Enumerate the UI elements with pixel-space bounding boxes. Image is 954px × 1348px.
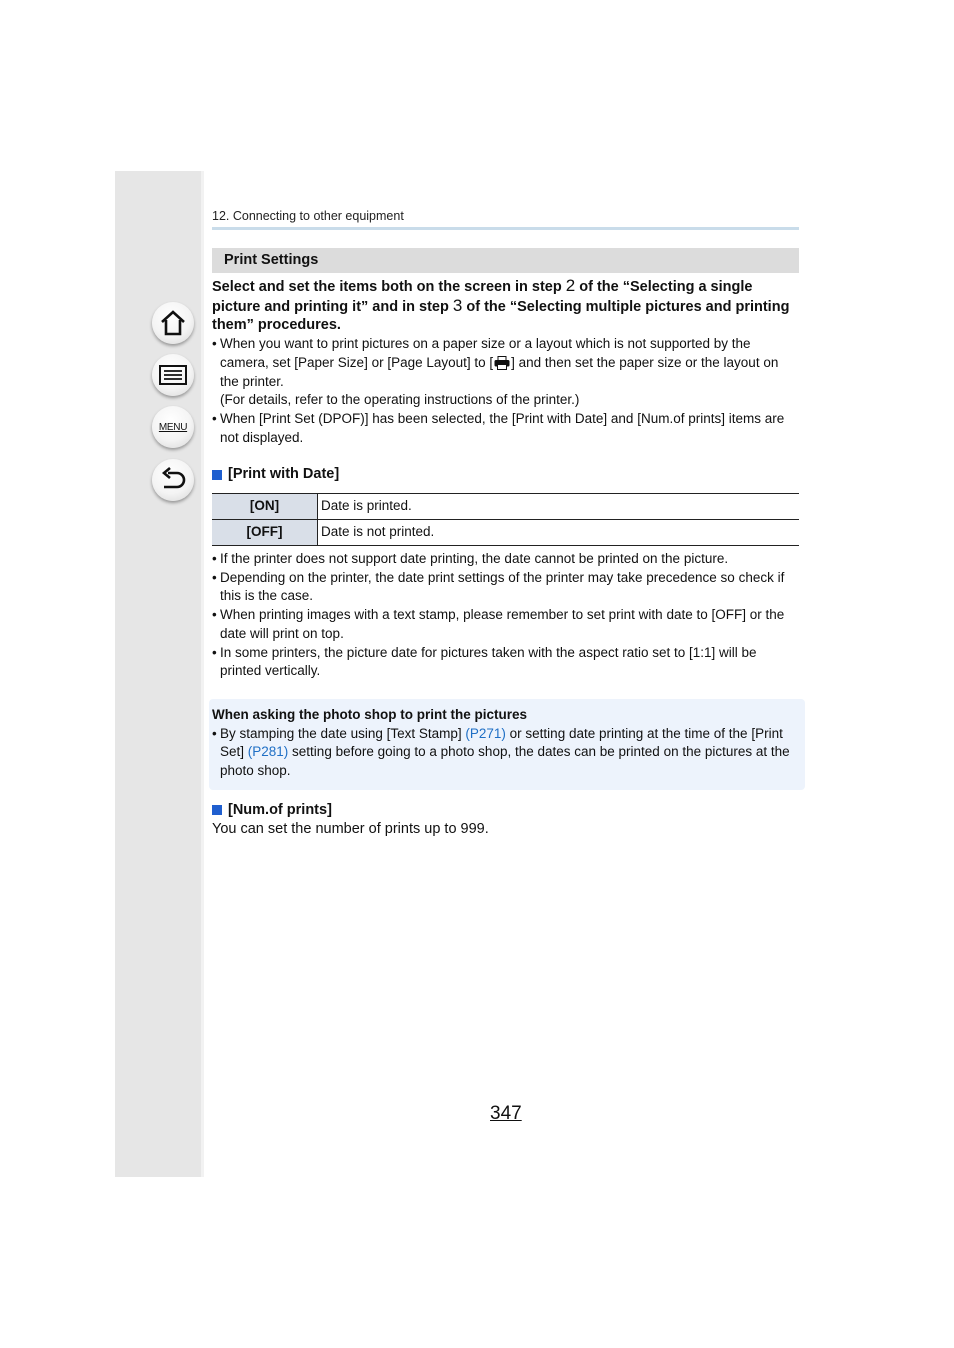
note-item: • In some printers, the picture date for pictures taken with the aspect ratio set to [1:1] will be printed vertically. bbox=[212, 644, 798, 681]
note-item bbox=[212, 335, 798, 410]
intro-instruction bbox=[212, 277, 798, 335]
step-number: 2 bbox=[565, 276, 576, 295]
date-notes bbox=[212, 550, 798, 681]
menu-icon: MENU bbox=[158, 421, 188, 433]
heading-text: [Print with Date] bbox=[228, 466, 340, 483]
home-button[interactable] bbox=[152, 302, 194, 344]
page-link-p281[interactable]: (P281) bbox=[247, 744, 289, 760]
section-title: Print Settings bbox=[212, 248, 799, 273]
option-key: [OFF] bbox=[212, 520, 318, 546]
num-of-prints-text: You can set the number of prints up to 999. bbox=[212, 821, 489, 838]
option-description: Date is printed. bbox=[318, 494, 800, 520]
table-row bbox=[212, 494, 799, 520]
intro-text: of the “Selecting a single picture and printing it” and in step bbox=[212, 279, 753, 315]
note-text: ] and then set the paper size or the layout on the printer. bbox=[220, 354, 779, 389]
intro-notes bbox=[212, 335, 798, 447]
heading-text: [Num.of prints] bbox=[228, 801, 332, 818]
home-icon bbox=[159, 309, 187, 337]
header-rule bbox=[212, 227, 799, 230]
back-button[interactable] bbox=[152, 459, 194, 501]
printer-icon bbox=[494, 356, 510, 370]
note-item bbox=[212, 725, 802, 781]
contents-list-button[interactable] bbox=[152, 354, 194, 396]
note-item: • Depending on the printer, the date print settings of the printer may take precedence so check if this is the case. bbox=[212, 569, 798, 606]
note-text: When you want to print pictures on a paper size or a layout which is not supported by the camera, set [Paper Size] or [Page Layout] to [ bbox=[220, 336, 751, 370]
info-box-list bbox=[212, 725, 802, 781]
date-option-table bbox=[212, 493, 799, 546]
note-text: By stamping the date using [Text Stamp] bbox=[220, 725, 466, 741]
chapter-title: 12. Connecting to other equipment bbox=[212, 209, 404, 223]
note-text: (For details, refer to the operating instructions of the printer.) bbox=[220, 392, 580, 408]
back-icon bbox=[159, 467, 187, 493]
table-row bbox=[212, 520, 799, 546]
page-link-p271[interactable]: (P271) bbox=[465, 725, 506, 741]
intro-text: of the “Selecting multiple pictures and printing them” procedures. bbox=[212, 298, 790, 334]
note-text: or setting date printing at the time of the [Print Set] bbox=[220, 725, 783, 760]
info-box-title: When asking the photo shop to print the pictures bbox=[212, 706, 527, 722]
note-item: • When [Print Set (DPOF)] has been selected, the [Print with Date] and [Num.of prints] items are not displayed. bbox=[212, 410, 798, 447]
photo-shop-info-box bbox=[209, 699, 805, 790]
page-number: 347 bbox=[490, 1103, 522, 1124]
note-item: • If the printer does not support date printing, the date cannot be printed on the picture. bbox=[212, 550, 798, 569]
option-description: Date is not printed. bbox=[318, 520, 800, 546]
option-key: [ON] bbox=[212, 494, 318, 520]
note-item: • When printing images with a text stamp, please remember to set print with date to [OFF] or the date will print on top. bbox=[212, 606, 798, 643]
square-bullet-icon bbox=[212, 805, 222, 815]
intro-text: Select and set the items both on the screen in step bbox=[212, 279, 566, 295]
note-text: setting before going to a photo shop, the dates can be printed on the pictures at the photo shop. bbox=[220, 744, 790, 779]
print-with-date-heading bbox=[212, 465, 798, 484]
square-bullet-icon bbox=[212, 470, 222, 480]
num-of-prints-heading bbox=[212, 801, 798, 820]
step-number: 3 bbox=[452, 295, 463, 315]
main-content bbox=[212, 277, 798, 839]
menu-button[interactable] bbox=[152, 406, 194, 448]
list-icon bbox=[158, 363, 188, 387]
